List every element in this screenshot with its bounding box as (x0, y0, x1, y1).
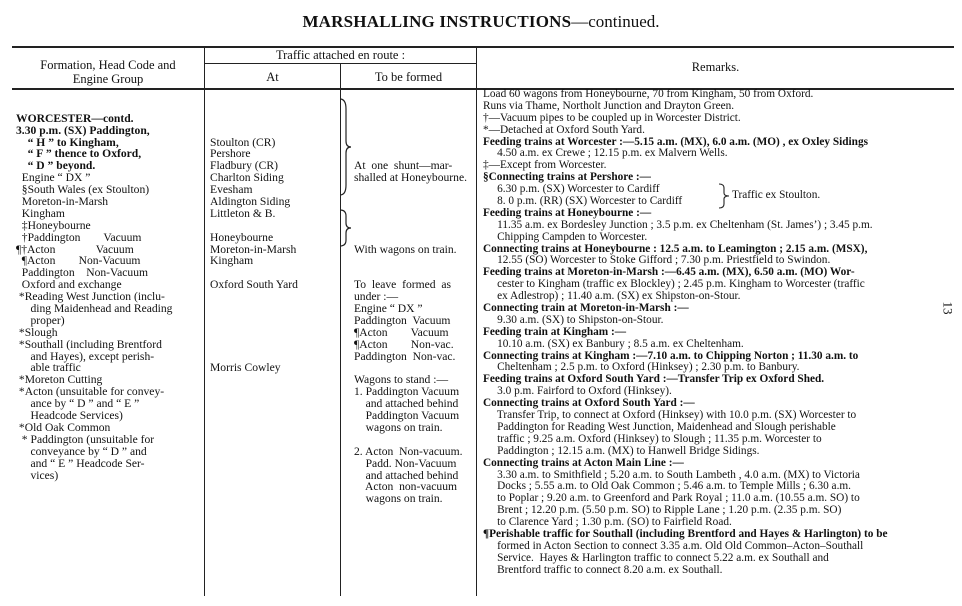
remarks-line: Connecting trains at Acton Main Line :— (483, 456, 684, 469)
formation-line: Moreton-in-Marsh (16, 195, 109, 209)
formation-line: “ H ” to Kingham, (16, 135, 119, 149)
at-line: Aldington Siding (210, 195, 291, 209)
at-line: Oxford South Yard (210, 278, 298, 292)
remarks-line: Connecting trains at Oxford South Yard :— (483, 397, 695, 410)
formed-line: 2. Acton Non-vacuum. (354, 444, 463, 458)
at-line: Evesham (210, 183, 253, 197)
at-line: Littleton & B. (210, 206, 276, 220)
remarks-line: traffic ; 9.25 a.m. Oxford (Hinksey) to Slough ; 11.35 p.m. Worcester to (483, 432, 822, 445)
header-formation (14, 58, 202, 86)
table-top-rule (12, 46, 954, 48)
formation-line: Headcode Services) (16, 409, 123, 423)
remarks-line: Connecting trains at Kingham :—7.10 a.m. to Chipping Norton ; 11.30 a.m. to (483, 349, 859, 362)
remarks-line: Connecting train at Moreton-in-Marsh :— (483, 302, 689, 315)
pershore-note: Traffic ex Stoulton. (732, 189, 821, 201)
brace-at-one-shunt (338, 97, 352, 197)
formation-line: ding Maidenhead and Reading (16, 302, 173, 316)
at-line (210, 113, 338, 125)
formation-line (16, 101, 202, 113)
to-be-formed-column (354, 89, 474, 505)
formation-line: proper) (16, 313, 65, 327)
formed-line: Paddington Vacuum (354, 409, 460, 423)
at-line (210, 339, 338, 351)
formation-line (16, 89, 202, 101)
at-line (210, 89, 338, 101)
formed-line: At one shunt—mar- (354, 159, 453, 173)
formed-line (354, 220, 474, 232)
at-line (210, 303, 338, 315)
page-number: 13 (940, 301, 956, 315)
remarks-line: 3.0 p.m. Fairford to Oxford (Hinksey). (483, 385, 672, 398)
remarks-line: 8. 0 p.m. (RR) (SX) Worcester to Cardiff (483, 195, 683, 208)
remarks-line: Feeding trains at Worcester :—5.15 a.m. (MX), 6.0 a.m. (MO) , ex Oxley Sidings (483, 135, 868, 148)
formation-line: §South Wales (ex Stoulton) (16, 183, 150, 197)
remarks-line: Feeding trains at Oxford South Yard :—Transfer Trip ex Oxford Shed. (483, 373, 825, 386)
formation-line: conveyance by “ D ” and (16, 444, 147, 458)
remarks-line: formed in Acton Section to connect 3.35 a.m. Old Old Common–Acton–Southall (483, 539, 864, 552)
remarks-line: Service. Hayes & Harlington traffic to connect 5.22 a.m. ex Southall and (483, 551, 829, 564)
brace-pershore (718, 183, 730, 209)
formed-line: under :— (354, 290, 399, 304)
formation-line: Kingham (16, 206, 65, 220)
formation-line: *Old Oak Common (16, 420, 111, 434)
formed-line (354, 113, 474, 125)
remarks-line: 6.30 p.m. (SX) Worcester to Cardiff (483, 183, 660, 196)
remarks-line: ex Adlestrop) ; 11.40 a.m. (SX) ex Shipston-on-Stour. (483, 290, 741, 303)
at-line: Kingham (210, 254, 254, 268)
formation-line: Paddington Non-Vacuum (16, 266, 149, 280)
formation-line: * Paddington (unsuitable for (16, 432, 155, 446)
formation-line: *Slough (16, 325, 58, 339)
formation-line: vices) (16, 468, 59, 482)
header-remarks: Remarks. (691, 60, 740, 74)
remarks-line: cester to Kingham (traffic ex Blockley) ; 2.45 p.m. Kingham to Worcester (traffic (483, 278, 865, 291)
remarks-line: ¶Perishable traffic for Southall (including Brentford and Hayes & Harlington) to be (483, 527, 888, 540)
remarks-line: to Clarence Yard ; 1.30 p.m. (SO) to Fairfield Road. (483, 516, 732, 529)
at-line (210, 125, 338, 137)
formed-line (354, 125, 474, 137)
remarks-line: 11.35 a.m. ex Bordesley Junction ; 3.5 p.m. ex Cheltenham (St. James’) ; 3.45 p.m. (483, 218, 873, 231)
header-traffic: Traffic attached en route : (275, 48, 406, 62)
formed-line: shalled at Honeybourne. (354, 171, 468, 185)
formed-line (354, 196, 474, 208)
col-divider-1 (204, 46, 205, 596)
formation-line: able traffic (16, 361, 81, 375)
remarks-line: 4.50 a.m. ex Crewe ; 12.15 p.m. ex Malvern Wells. (483, 147, 728, 160)
page-title (0, 12, 962, 32)
formed-line: wagons on train. (354, 492, 443, 506)
remarks-line: 12.55 (SO) Worcester to Stoke Gifford ; 7.30 p.m. Priestfield to Swindon. (483, 254, 831, 267)
formation-line: ‡Honeybourne (16, 218, 91, 232)
remarks-line: Docks ; 5.55 a.m. to Old Oak Common ; 5.46 a.m. to Temple Mills ; 6.30 a.m. (483, 480, 852, 493)
formation-line: ¶†Acton Vacuum (16, 242, 134, 256)
formed-line: With wagons on train. (354, 242, 457, 256)
formation-line: “ F ” thence to Oxford, (16, 147, 142, 161)
at-line (210, 327, 338, 339)
formation-line: ¶Acton Non-Vacuum (16, 254, 141, 268)
title-rest: —continued. (571, 12, 660, 31)
formed-line (354, 255, 474, 267)
formed-line: To leave formed as (354, 278, 452, 292)
remarks-line: ‡—Except from Worcester. (483, 159, 607, 172)
at-line (210, 101, 338, 113)
formed-line: 1. Paddington Vacuum (354, 385, 460, 399)
remarks-line: Transfer Trip, to connect at Oxford (Hinksey) with 10.0 p.m. (SX) Worcester to (483, 409, 857, 422)
title-bold: MARSHALLING INSTRUCTIONS (302, 12, 572, 31)
formation-line: Engine “ DX ” (16, 171, 91, 185)
formation-line: *Moreton Cutting (16, 373, 103, 387)
formed-line (354, 434, 474, 446)
formation-line: “ D ” beyond. (16, 159, 96, 173)
remarks-line: Connecting trains at Honeybourne : 12.5 a.m. to Leamington ; 2.15 a.m. (MSX), (483, 242, 868, 255)
at-line: Honeybourne (210, 230, 274, 244)
formation-line: †Paddington Vacuum (16, 230, 142, 244)
formation-line: and Hayes), except perish- (16, 349, 155, 363)
formation-line: 3.30 p.m. (SX) Paddington, (16, 123, 150, 137)
formation-line: Oxford and exchange (16, 278, 122, 292)
remarks-line: Brentford traffic to connect 8.20 a.m. ex Southall. (483, 563, 723, 576)
formed-line (354, 89, 474, 101)
remarks-line: 10.10 a.m. (SX) ex Banbury ; 8.5 a.m. ex Cheltenham. (483, 337, 744, 350)
formed-line: Paddington Vacuum (354, 313, 451, 327)
formation-line: *Southall (including Brentford (16, 337, 162, 351)
remarks-line: 9.30 a.m. (SX) to Shipston-on-Stour. (483, 313, 664, 326)
formed-line: and attached behind (354, 397, 459, 411)
formed-line: ¶Acton Non-vac. (354, 337, 454, 351)
at-line: Stoulton (CR) (210, 135, 276, 149)
remarks-line: Feeding trains at Honeybourne :— (483, 206, 652, 219)
at-line: Fladbury (CR) (210, 159, 278, 173)
remarks-line: Brent ; 12.20 p.m. (5.50 p.m. SO) to Ripple Lane ; 1.20 p.m. (2.35 p.m. SO) (483, 504, 842, 517)
remarks-line: Feeding trains at Moreton-in-Marsh :—6.45 a.m. (MX), 6.50 a.m. (MO) Wor- (483, 266, 855, 279)
header-formation-line2: Engine Group (72, 72, 144, 86)
at-line (210, 315, 338, 327)
formed-line: Padd. Non-Vacuum (354, 456, 457, 470)
remarks-line: Cheltenham ; 2.5 p.m. to Oxford (Hinksey) ; 2.30 p.m. to Banbury. (483, 361, 800, 374)
formed-line (354, 101, 474, 113)
formation-line: and “ E ” Headcode Ser- (16, 456, 145, 470)
formed-line: Engine “ DX ” (354, 302, 423, 316)
at-line (210, 220, 338, 232)
formation-column (16, 89, 202, 481)
formation-line: WORCESTER—contd. (16, 111, 134, 125)
at-line: Moreton-in-Marsh (210, 242, 297, 256)
formed-line: ¶Acton Vacuum (354, 325, 449, 339)
formation-line: ance by “ D ” and “ E ” (16, 397, 140, 411)
remarks-line: Chipping Campden to Worcester. (483, 230, 648, 243)
remarks-line: †—Vacuum pipes to be coupled up in Worcester District. (483, 111, 741, 124)
at-line: Morris Cowley (210, 361, 281, 375)
formed-line: Wagons to stand :— (354, 373, 449, 387)
remarks-line: to Poplar ; 9.20 a.m. to Greenford and Park Royal ; 11.0 a.m. (10.55 a.m. SO) to (483, 492, 860, 505)
header-formation-line1: Formation, Head Code and (40, 58, 176, 72)
remarks-line: Runs via Thame, Northolt Junction and Drayton Green. (483, 99, 735, 112)
header-to-be-formed: To be formed (374, 70, 443, 84)
at-line: Pershore (210, 147, 251, 161)
col-divider-3 (476, 46, 477, 596)
remarks-line: 3.30 a.m. to Smithfield ; 5.20 a.m. to South Lambeth , 4.0 a.m. (MX) to Victoria (483, 468, 860, 481)
formed-line: Paddington Non-vac. (354, 349, 456, 363)
remarks-line: Feeding train at Kingham :— (483, 325, 627, 338)
formed-line (354, 232, 474, 244)
formation-line: *Acton (unsuitable for convey- (16, 385, 165, 399)
remarks-line: §Connecting trains at Pershore :— (483, 171, 651, 184)
remarks-line: *—Detached at Oxford South Yard. (483, 123, 645, 136)
formed-line: and attached behind (354, 468, 459, 482)
remarks-line: Paddington for Reading West Junction, Maidenhead and Slough perishable (483, 420, 836, 433)
formed-line (354, 184, 474, 196)
at-line: Charlton Siding (210, 171, 284, 185)
remarks-column (483, 89, 949, 577)
at-column (210, 89, 338, 374)
formation-line: *Reading West Junction (inclu- (16, 290, 165, 304)
header-at: At (266, 70, 279, 84)
formed-line (354, 137, 474, 149)
formed-line (354, 208, 474, 220)
remarks-line: Load 60 wagons from Honeybourne, 70 from Kingham, 50 from Oxford. (483, 88, 814, 100)
formed-line: Acton non-vacuum (354, 480, 458, 494)
remarks-line: Paddington ; 12.15 a.m. (MX) to Hanwell Bridge Sidings. (483, 444, 760, 457)
formed-line: wagons on train. (354, 420, 443, 434)
brace-with-wagons (338, 208, 352, 248)
at-line (210, 291, 338, 303)
